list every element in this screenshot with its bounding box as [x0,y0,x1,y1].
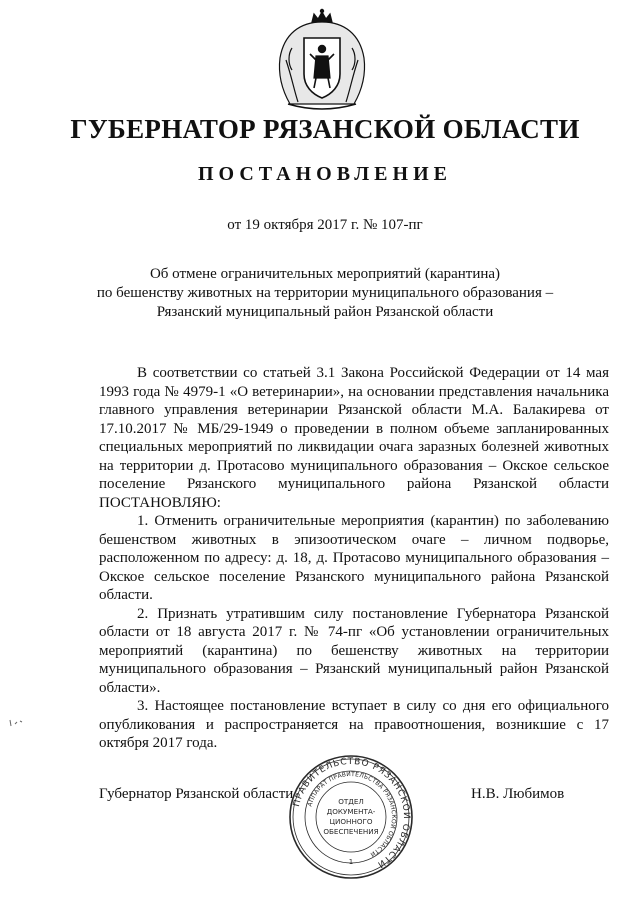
body-paragraph-item-2: 2. Признать утратившим силу постановление Губернатора Рязанской области от 18 августа 2017 г. № 74-пг «Об установлении ограничительных мероприятий (карантина) по бешенству животных на территории муниципального образования – Рязанский муниципальный район Рязанской области». [99,605,609,696]
official-stamp [288,754,414,880]
scan-margin-mark [8,716,34,728]
stamp-inner-text: АППАРАТ ПРАВИТЕЛЬСТВА РЯЗАНСКОЙ ОБЛАСТИ [306,770,398,858]
document-body [99,364,609,753]
stamp-center-line: ЦИОННОГО [329,817,373,826]
signatory-name: Н.В. Любимов [471,786,565,802]
stamp-number: 1 [348,858,354,866]
stamp-outer-text: ПРАВИТЕЛЬСТВО РЯЗАНСКОЙ ОБЛАСТИ [292,756,412,870]
title-line: по бешенству животных на территории муниципального образования – [96,285,554,301]
stamp-center-line: ДОКУМЕНТА- [326,807,376,816]
document-type: ПОСТАНОВЛЕНИЕ [198,163,452,185]
title-line: Рязанский муниципальный район Рязанской области [156,304,494,320]
coat-of-arms-emblem [272,8,372,114]
body-paragraph-preamble: В соответствии со статьей 3.1 Закона Российской Федерации от 14 мая 1993 года № 4979-1 «О ветеринарии», на основании представления начальника главного управления ветеринарии Рязанской области М.А. Балакирева от 17.10.2017 № МБ/29-1949 о проведении в полном объеме запланированных специальных мероприятий по ликвидации очага заразных болезней животных на территории д. Протасово муниципального образования – Окское сельское поселение Рязанского муниципального района Рязанской области ПОСТАНОВЛЯЮ: [99,365,609,511]
stamp-center-line: ОБЕСПЕЧЕНИЯ [323,827,379,836]
stamp-center-line: ОТДЕЛ [338,797,364,806]
signatory-position: Губернатор Рязанской области [99,786,294,802]
title-line: Об отмене ограничительных мероприятий (карантина) [149,266,501,282]
document-title [60,265,590,322]
document-date-number: от 19 октября 2017 г. № 107-пг [227,217,423,233]
body-paragraph-item-3: 3. Настоящее постановление вступает в силу со дня его официального опубликования и распространяется на правоотношения, возникшие с 17 октября 2017 года. [99,698,609,751]
issuing-authority: ГУБЕРНАТОР РЯЗАНСКОЙ ОБЛАСТИ [70,114,580,144]
body-paragraph-item-1: 1. Отменить ограничительные мероприятия (карантин) по заболеванию бешенством животных в эпизоотическом очаге – личном подворье, расположенном по адресу: д. 18, д. Протасово муниципального образования – Окское сельское поселение Рязанского муниципального района Рязанской области. [99,513,609,603]
